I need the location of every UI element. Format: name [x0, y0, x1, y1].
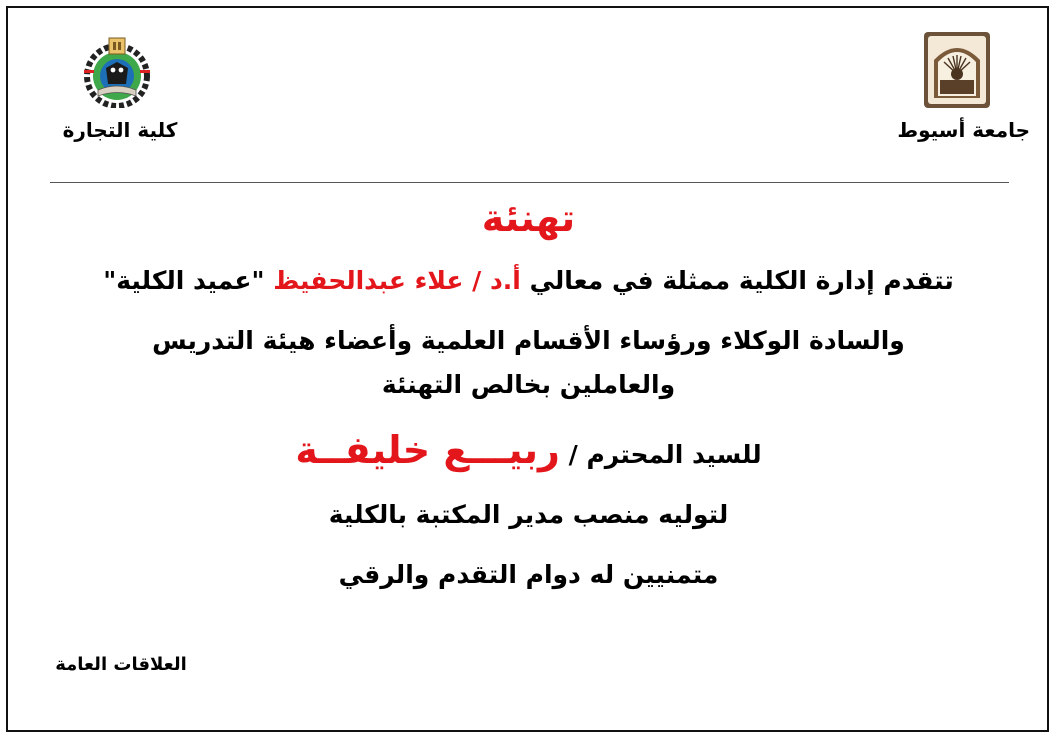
assiut-university-logo	[922, 28, 992, 110]
body-line-3: والعاملين بخالص التهنئة	[381, 370, 676, 399]
body-line-4	[0, 428, 1057, 472]
header-divider	[50, 182, 1009, 183]
signature-public-relations: العلاقات العامة	[55, 654, 187, 675]
body-line-5: لتوليه منصب مدير المكتبة بالكلية	[328, 500, 729, 529]
faculty-name: كلية التجارة	[62, 118, 178, 142]
document-title: تهنئة	[481, 196, 576, 240]
body-line-6: متمنيين له دوام التقدم والرقي	[338, 560, 719, 589]
page-border	[6, 6, 1049, 732]
line4-prefix: للسيد المحترم /	[559, 440, 762, 469]
faculty-of-commerce-logo	[76, 32, 158, 108]
dean-name: أ.د / علاء عبدالحفيظ	[273, 266, 521, 295]
line1-prefix: تتقدم إدارة الكلية ممثلة في معالي	[520, 266, 954, 295]
line1-suffix: "عميد الكلية"	[103, 266, 274, 295]
body-line-1	[0, 266, 1057, 295]
university-name: جامعة أسيوط	[897, 118, 1030, 142]
body-line-2: والسادة الوكلاء ورؤساء الأقسام العلمية وأعضاء هيئة التدريس	[152, 326, 905, 355]
honoree-name: ربيـــع خليفــة	[295, 428, 560, 472]
